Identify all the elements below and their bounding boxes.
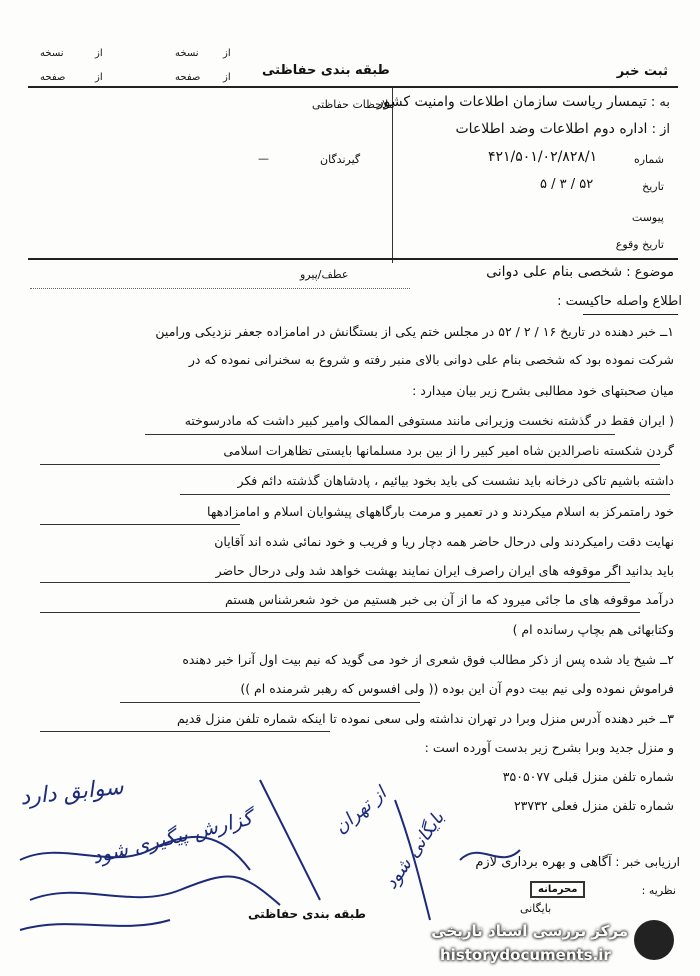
date-value: ۵ / ۳ / ۵۲: [540, 177, 594, 192]
underline-mark: [40, 524, 240, 525]
body-line: و منزل جدید وبرا بشرح زیر بدست آورده است :: [424, 740, 674, 755]
from-prefix: از :: [651, 122, 670, 137]
body-line: شرکت نموده بود که شخصی بنام علی دوانی بالای منبر رفته و شروع به سخنرانی نموده که در: [188, 352, 674, 367]
recipients-label: گیرندگان: [320, 153, 361, 166]
subject-dots: [30, 288, 410, 289]
body-line: ( ایران فقط در گذشته نخست وزیرانی مانند مستوفی الممالک وامیر کبیر داشت که مادرسوخته: [184, 413, 674, 428]
copy-of-label-left: از: [95, 48, 103, 59]
body-line: ۲ــ شیخ یاد شده پس از ذکر مطالب فوق شعری از خود می گوید که نیم بیت اول آنرا خبر دهنده: [182, 652, 674, 667]
subject-line: [486, 264, 674, 281]
classification-title-bottom: طبقه بندی حفاظتی: [248, 907, 366, 921]
assessment-value: آگاهی و بهره برداری لازم: [475, 855, 612, 870]
underline-mark: [180, 494, 670, 495]
body-line: وکتابهائی هم بچاپ رسانده ام ): [512, 622, 674, 637]
confidential-stamp: محرمانه: [530, 881, 585, 898]
body-line: میان صحبتهای خود مطالبی بشرح زیر بیان میدارد :: [412, 383, 674, 398]
body-line: فراموش نموده ولی نیم بیت دوم آن این بوده (( ولی افسوس که رهبر شرمنده ام )): [240, 681, 674, 696]
underline-mark: [120, 702, 420, 703]
copy-of-label-right: از: [223, 48, 231, 59]
assessment-line: [475, 855, 680, 871]
attachment-label: پیوست: [631, 211, 664, 224]
follow-label: عطف/پیرو: [300, 268, 349, 281]
routing-divider: [28, 258, 678, 260]
number-label: شماره: [633, 153, 664, 166]
body-line: ۳ــ خبر دهنده آدرس منزل وبرا در تهران نداشته ولی سعی نموده تا اینکه شماره تلفن منزل قدیم: [177, 711, 674, 726]
underline-mark: [145, 434, 615, 435]
phone-old-line: شماره تلفن منزل قبلی ۳۵۰۵۰۷۷: [502, 769, 674, 784]
underline-mark: [40, 582, 630, 583]
body-line: نهایت دقت رامیکردند ولی درحال حاضر همه دچار ریا و فریب و خود نمائی شده اند آقایان: [214, 534, 674, 549]
body-line: گردن شکسته ناصرالدین شاه امیر کبیر را از بین برد مسلمانها بایستی تظاهرات اسلامی: [223, 443, 674, 458]
number-value: ۴۲۱/۵۰۱/۰۲/۸۲۸/۱: [488, 149, 598, 165]
copy-label-left: نسخه: [40, 48, 64, 59]
watermark-url: historydocuments.ir: [440, 946, 611, 964]
from-line: [456, 121, 671, 138]
page-label-right: صفحه: [175, 72, 201, 83]
body-line: خود رامتمرکز به اسلام میکردند و در تعمیر و مرمت بارگاههای پیشوایان اسلام و امامزادهها: [207, 504, 674, 519]
classification-title-top: طبقه بندی حفاظتی: [262, 63, 390, 78]
from-value: اداره دوم اطلاعات وضد اطلاعات: [455, 121, 648, 137]
phone-new-line: شماره تلفن منزل فعلی ۲۳۷۳۲: [513, 798, 674, 813]
register-label: ثبت خبر: [616, 64, 668, 79]
body-line: درآمد موقوفه های ما جائی میرود که ما از آن بی خبر هستیم من خود شعرشناس هستم: [225, 592, 674, 607]
watermark-logo-icon: [634, 920, 674, 960]
to-line: [377, 94, 670, 111]
watermark-title: مرکز بررسی اسناد تاریخی: [431, 922, 628, 940]
opinion-label: نظریه :: [641, 884, 676, 897]
underline-mark: [40, 612, 640, 613]
routing-column-divider: [392, 88, 393, 263]
handwritten-note: سوابق دارد: [18, 774, 125, 811]
page-of-label-left: از: [95, 72, 103, 83]
to-prefix: به :: [650, 95, 670, 110]
subject-label: موضوع :: [626, 265, 674, 280]
body-line: داشته باشیم تاکی درخانه باید نشست کی باید بخود بیائیم ، پادشاهان گذشته دائم فکر: [237, 473, 674, 488]
occurrence-date-label: تاریخ وقوع: [615, 238, 664, 251]
copy-label-right: نسخه: [175, 48, 199, 59]
source-line: اطلاع واصله حاکیست :: [557, 294, 682, 309]
handwritten-note: از تهران: [330, 782, 391, 839]
recipients-value: —: [258, 152, 269, 165]
date-label: تاریخ: [642, 180, 664, 193]
page-of-label-right: از: [223, 72, 231, 83]
source-underline: [583, 314, 678, 315]
page-label-left: صفحه: [40, 72, 66, 83]
underline-mark: [40, 731, 330, 732]
handwritten-note: بایگانی شود: [380, 807, 449, 894]
body-line: باید بدانید اگر موقوفه های ایران راصرف ایران نمایند بهشت خواهد شد ولی درحال حاضر: [215, 563, 674, 578]
subject-value: شخصی بنام علی دوانی: [486, 264, 623, 280]
underline-mark: [40, 464, 660, 465]
security-notes-label: ملاحظات حفاظتی: [312, 98, 395, 111]
header-divider: [28, 86, 678, 88]
body-line: ۱ــ خبر دهنده در تاریخ ۱۶ / ۲ / ۵۲ در مجلس ختم یکی از بستگانش در امامزاده جعفر نزدیکی ورامین: [155, 324, 674, 339]
to-value: تیمسار ریاست سازمان اطلاعات وامنیت کشور: [376, 94, 647, 110]
archive-label: بایگانی: [520, 902, 552, 915]
handwritten-note: گزارش پیگیری شود: [89, 805, 255, 869]
assessment-label: ارزیابی خبر :: [615, 855, 680, 869]
